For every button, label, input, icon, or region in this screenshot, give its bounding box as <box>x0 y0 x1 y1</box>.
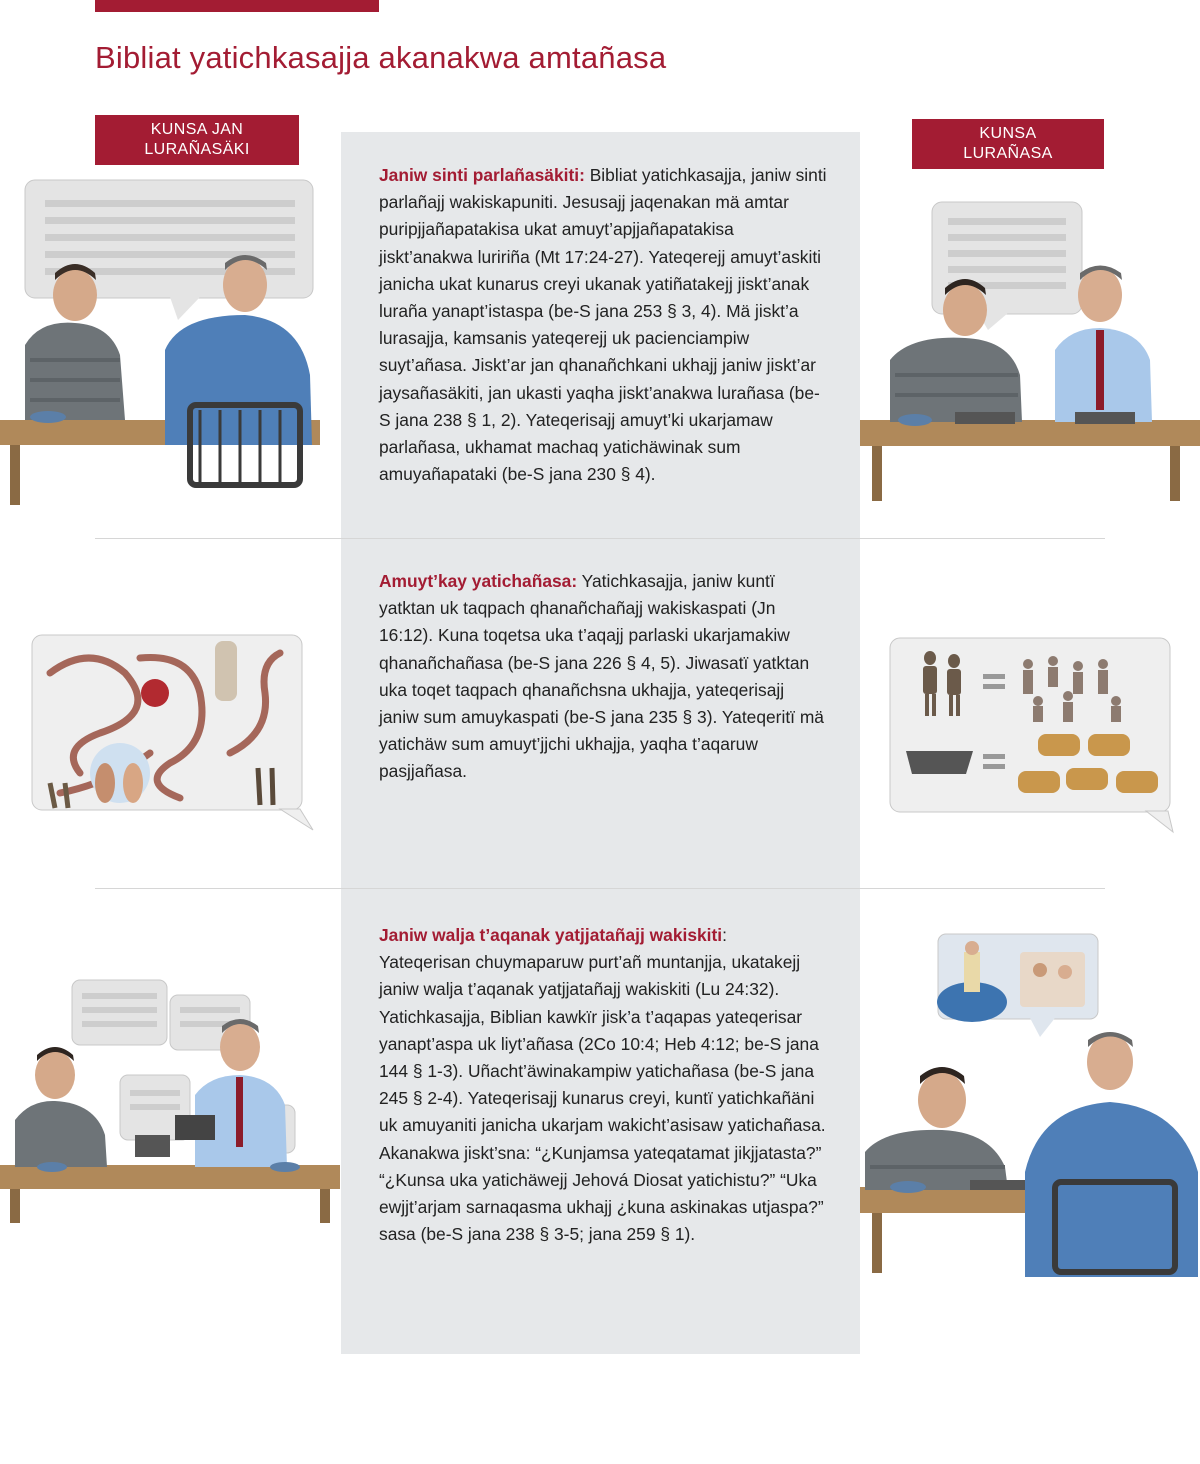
section-2-text <box>379 568 827 786</box>
section-3-body: Yateqerisan chuymaparuw purt’añ muntanjja, ukatakejj janiw walja t’aqanak yatjjatañajj wakiskiti (Lu 24:32). Yatichkasajja, Biblian kawkïr jisk’a t’aqapas yateqerisar yanapt’aspa uk liyt’añasa (2Co 10:4; Heb 4:12; be-S jana 144 § 1-3). Uñacht’äwinakampiw yatichañasa (be-S jana 245 § 2-4). Yateqerisajj kunarus creyi, kuntï yatichkañäni uk amuyaniti janicha ukarjam wakicht’asisaw yatichañasa. Akanakwa jiskt’sna: “¿Kunjamsa yateqatamat jikjjatasta?” “¿Kunsa uka yatichäwejj Jehová Diosat yatichistu?” “Uka ewjjt’arjam sarnaqasma ukhajj ¿kuna askinakas utjaspa?” sasa (be-S jana 238 § 3-5; jana 259 § 1). <box>379 952 826 1245</box>
section-3-text <box>379 922 827 1248</box>
page-title: Bibliat yatichkasajja akanakwa amtañasa <box>95 40 667 75</box>
section-1-text <box>379 162 827 488</box>
illustration-reaching-the-heart <box>860 932 1200 1277</box>
section-1-body: Bibliat yatichkasajja, janiw sinti parlañajj wakiskapuniti. Jesusajj jaqenakan mä amtar puripjjañapatakisa ukat amuyt’apjjañapatakisa jiskt’anakwa luririña (Mt 17:24-27). Yateqerejj amuyt’askiti janicha ukat kunarus creyi ukanak yatiñatakejj jiskt’anak luraña yanapt’istaspa (be-S jana 253 § 3, 4). Mä jiskt’a lurasajja, kamsanis yateqerejj uk pacienciampiw suyt’añasa. Jiskt’ar jan qhanañchkani ukhajj janiw jiskt’ar jaysañasäkiti, jan ukasti yaqha jiskt’anakwa lurañasa (be-S jana 238 § 1, 2). Yateqerisajj amuyt’ki ukarjamaw parlañasa, ukhamat machaq yatichäwinak sum amuyañapataki (be-S jana 230 § 4). <box>379 165 827 485</box>
top-accent-bar <box>95 0 379 12</box>
section-divider-2 <box>95 888 1105 889</box>
dont-do-label: KUNSA JAN LURAÑASÄKI <box>95 115 299 165</box>
illustration-simple-comparison <box>888 636 1178 836</box>
illustration-asking-questions <box>860 200 1200 505</box>
illustration-too-many-details <box>30 633 320 833</box>
section-2-heading: Amuyt’kay yatichañasa: <box>379 571 578 591</box>
section-3-heading-colon: : <box>722 925 727 945</box>
section-2-body: Yatichkasajja, janiw kuntï yatktan uk taqpach qhanañchañajj wakiskaspati (Jn 16:12). Kuna toqetsa uka t’aqajj parlaski ukarjamakiw qhanañchañasa (be-S jana 226 § 4, 5). Jiwasatï yatktan uka toqet taqpach qhanañchsna ukhajja, yateqerisajj janiw sum amuykaspati (be-S jana 235 § 3). Yateqeritï mä yatichäw sum amuyt’jjchi ukhajja, yaqha t’aqaruw pasjjañasa. <box>379 571 824 782</box>
do-label: KUNSA LURAÑASA <box>912 119 1104 169</box>
illustration-too-much-material <box>0 975 345 1225</box>
section-3-heading: Janiw walja t’aqanak yatjjatañajj wakiskiti <box>379 925 723 945</box>
section-1-heading: Janiw sinti parlañasäkiti: <box>379 165 585 185</box>
section-divider-1 <box>95 538 1105 539</box>
illustration-too-much-talking <box>0 175 330 510</box>
